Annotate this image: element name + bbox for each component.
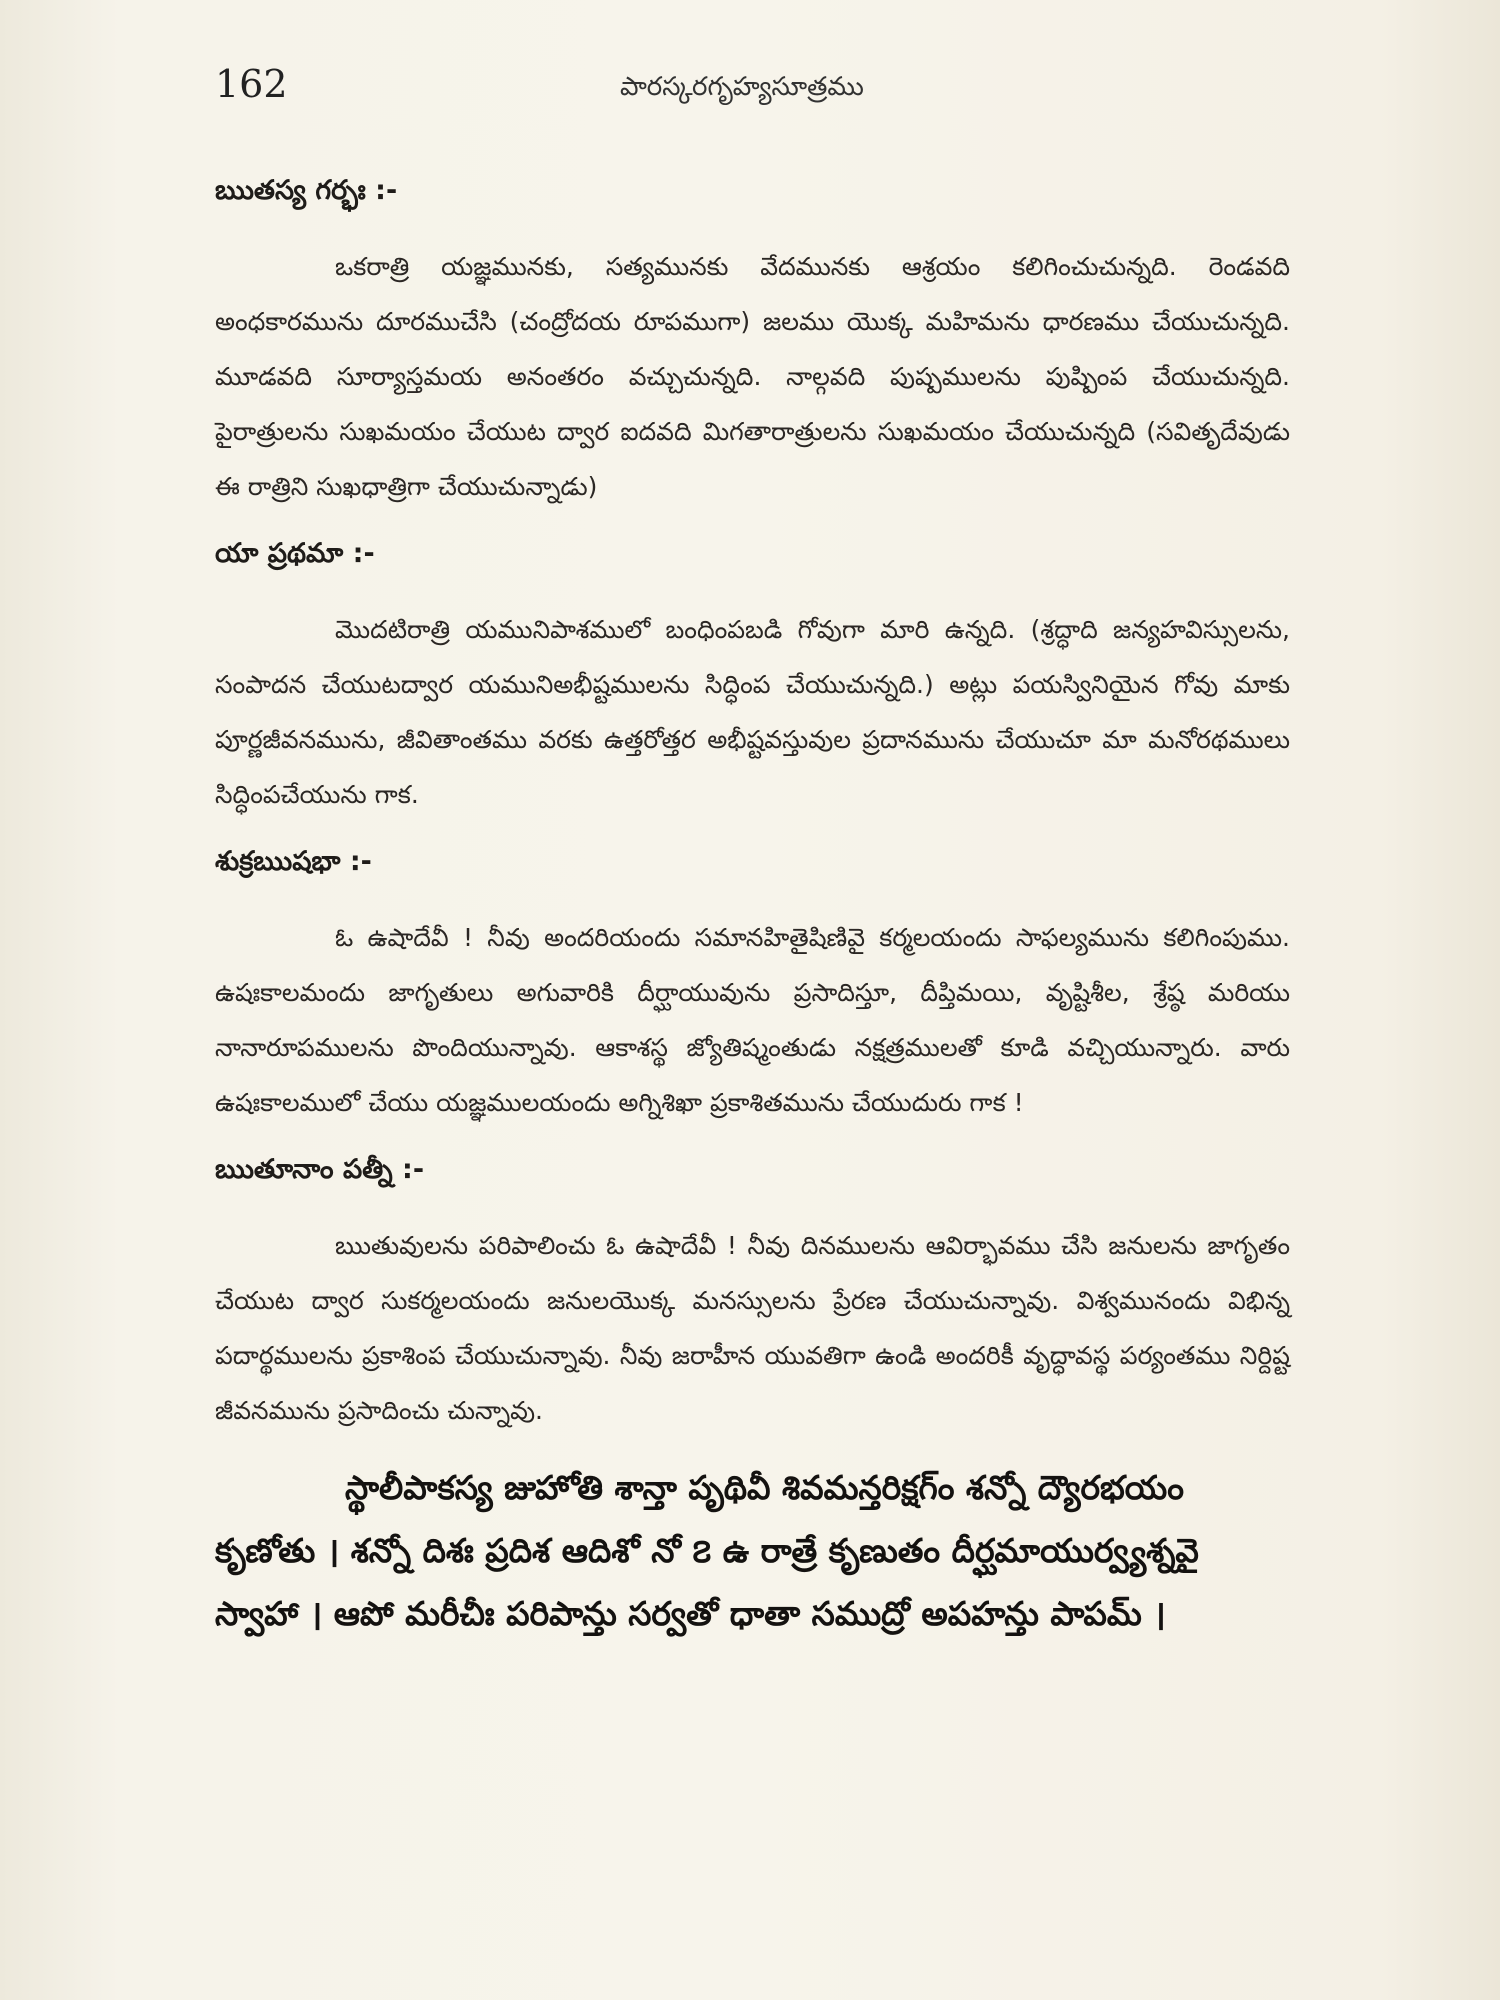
section-heading: ఋతస్య గర్భః :- <box>215 175 398 206</box>
section-heading: శుక్రఋషభా :- <box>215 846 372 877</box>
section-paragraph: ఓ ఉషాదేవీ ! నీవు అందరియందు సమానహితైషిణివై కర్మలయందు సాఫల్యమును కలిగింపుము. ఉషఃకాలమందు జాగృతులు అగువారికి దీర్ఘాయువును ప్రసాదిస్తూ, దీప్తిమయి, వృష్టిశీల, శ్రేష్ఠ మరియు నానారూపములను పొందియున్నావు. ఆకాశస్థ జ్యోతిష్మంతుడు నక్షత్రములతో కూడి వచ్చియున్నారు. వారు ఉషఃకాలములో చేయు యజ్ఞములయందు అగ్నిశిఖా ప్రకాశితమును చేయుదురు గాక ! <box>215 923 1290 1117</box>
mantra-line: స్థాలీపాకస్య జుహోతి శాన్తా పృథివీ శివమన్తరిక్షగ్ం శన్నో ద్యౌరభయం <box>345 1468 1184 1507</box>
mantra-line: స్వాహా । ఆపో మరీచీః పరిపాన్తు సర్వతో ధాతా సముద్రో అపహన్తు పాపమ్ । <box>215 1594 1166 1633</box>
page-content <box>215 175 1290 1645</box>
mantra-line: కృణోతు । శన్నో దిశః ప్రదిశ ఆదిశో నో ౭ ఉ రాత్రే కృణుతం దీర్ఘమాయుర్వ్యశ్నవై <box>215 1531 1199 1570</box>
section-heading: యా ప్రథమా :- <box>215 538 375 569</box>
running-title: పారస్కరగృహ్యసూత్రము <box>620 72 864 102</box>
section-paragraph: ఒకరాత్రి యజ్ఞమునకు, సత్యమునకు వేదమునకు ఆశ్రయం కలిగించుచున్నది. రెండవది అంధకారమును దూరముచేసి (చంద్రోదయ రూపముగా) జలము యొక్క మహిమను ధారణము చేయుచున్నది. మూడవది సూర్యాస్తమయ అనంతరం వచ్చుచున్నది. నాల్గవది పుష్పములను పుష్పింప చేయుచున్నది. పైరాత్రులను సుఖమయం చేయుట ద్వార ఐదవది మిగతారాత్రులను సుఖమయం చేయుచున్నది (సవితృదేవుడు ఈ రాత్రిని సుఖధాత్రిగా చేయుచున్నాడు) <box>215 252 1290 501</box>
section-paragraph: ఋతువులను పరిపాలించు ఓ ఉషాదేవీ ! నీవు దినములను ఆవిర్భావము చేసి జనులను జాగృతం చేయుట ద్వార సుకర్మలయందు జనులయొక్క మనస్సులను ప్రేరణ చేయుచున్నావు. విశ్వమునందు విభిన్న పదార్థములను ప్రకాశింప చేయుచున్నావు. నీవు జరాహీన యువతిగా ఉండి అందరికీ వృద్ధావస్థ పర్యంతము నిర్దిష్ట జీవనమును ప్రసాదించు చున్నావు. <box>215 1231 1290 1425</box>
section-paragraph: మొదటిరాత్రి యమునిపాశములో బంధింపబడి గోవుగా మారి ఉన్నది. (శ్రద్ధాది జన్యహవిస్సులను, సంపాదన చేయుటద్వార యమునిఅభీష్టములను సిద్ధింప చేయుచున్నది.) అట్లు పయస్వినియైన గోవు మాకు పూర్ణజీవనమును, జీవితాంతము వరకు ఉత్తరోత్తర అభీష్టవస్తువుల ప్రదానమును చేయుచూ మా మనోరథములు సిద్ధింపచేయును గాక. <box>215 615 1290 809</box>
sanskrit-mantra <box>215 1456 1290 1645</box>
page-number: 162 <box>215 62 288 106</box>
page-header <box>0 62 1500 122</box>
section-heading: ఋతూనాం పత్నీ :- <box>215 1154 425 1185</box>
